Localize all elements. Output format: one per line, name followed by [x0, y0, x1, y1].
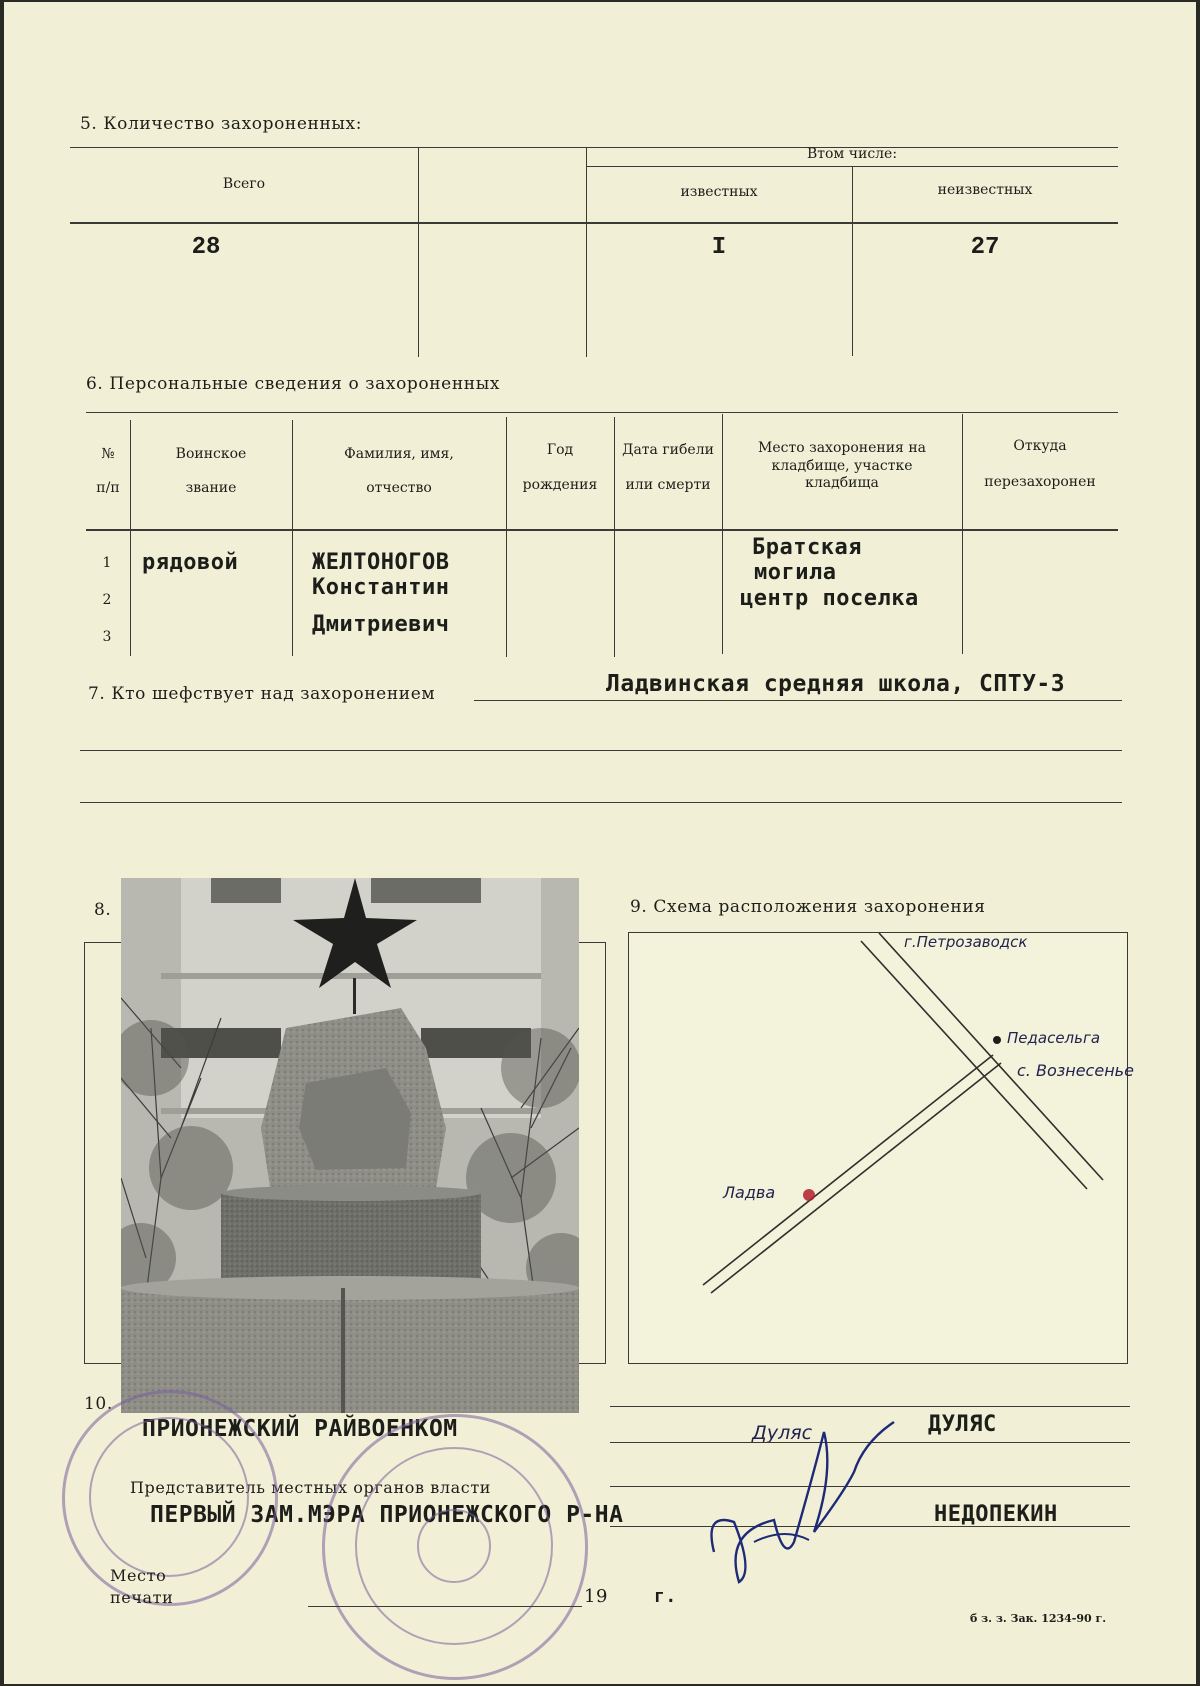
section7-rule [80, 802, 1122, 803]
col-place2: кладбище, участке [771, 458, 913, 474]
section10-number: 10. [84, 1394, 113, 1414]
printer-imprint: б з. з. Зак. 1234-90 г. [970, 1612, 1107, 1625]
memorial-photo-image [121, 878, 579, 1413]
table6-header-rule [86, 529, 1118, 531]
stamp-place-label2: печати [110, 1588, 174, 1607]
signature-duljas: Дуляс [752, 1422, 813, 1444]
section8-number: 8. [94, 900, 112, 920]
representative-org: ПЕРВЫЙ ЗАМ.МЭРА ПРИОНЕЖСКОГО Р-НА [150, 1502, 624, 1528]
scheme-label-pedaselga: Педасельга [1007, 1029, 1101, 1047]
section7-rule [80, 750, 1122, 751]
section7-title: 7. Кто шефствует над захоронением [88, 684, 436, 704]
row-number: 1 [102, 555, 112, 571]
representative-label: Представитель местных органов власти [130, 1478, 492, 1497]
signature-scribble [694, 1412, 914, 1592]
table6-top-rule [86, 412, 1118, 413]
col-num2: п/п [96, 480, 120, 496]
scheme-label-petrozavodsk: г.Петрозаводск [904, 933, 1028, 951]
commissariat-name: ПРИОНЕЖСКИЙ РАЙВОЕНКОМ [142, 1416, 458, 1442]
location-scheme [628, 932, 1134, 1364]
table5-col-divider [418, 147, 419, 357]
signature-rule [610, 1406, 1130, 1407]
stamp-place-label1: Место [110, 1566, 167, 1585]
memorial-photo [121, 878, 579, 1413]
table5-header-rule [70, 222, 1118, 224]
year-prefix: 19 [584, 1586, 609, 1607]
row-number: 2 [102, 592, 112, 608]
col-from: Откуда [1013, 438, 1067, 454]
col-num: № [101, 446, 115, 462]
col-rank: Воинское [175, 446, 247, 462]
year-suffix: г. [654, 1586, 677, 1607]
first-name-value: Константин [312, 575, 450, 600]
scheme-label-ladva: Ладва [723, 1183, 776, 1202]
round-stamp-inner [89, 1417, 249, 1577]
header-unknown: неизвестных [937, 182, 1033, 198]
place-value-line3: центр поселка [740, 586, 919, 611]
col-place3: кладбища [805, 475, 879, 491]
header-known: известных [680, 184, 758, 200]
known-value: I [711, 234, 727, 261]
document-sheet [4, 2, 1196, 1684]
unknown-value: 27 [970, 234, 1000, 261]
col-rank2: звание [185, 480, 237, 496]
col-death2: или смерти [625, 477, 711, 493]
scheme-label-voznesenye: с. Вознесенье [1017, 1061, 1134, 1080]
header-total: Всего [222, 176, 266, 192]
round-stamp-right [322, 1414, 588, 1680]
rank-value: рядовой [142, 550, 239, 575]
section6-title: 6. Персональные сведения о захороненных [86, 374, 501, 394]
place-value-line1: Братская [752, 535, 862, 560]
col-name: Фамилия, имя, [344, 446, 454, 462]
row-number: 3 [102, 629, 112, 645]
col-from2: перезахоронен [984, 474, 1096, 490]
total-value: 28 [191, 234, 221, 261]
date-rule [308, 1606, 582, 1607]
col-birth2: рождения [522, 477, 598, 493]
col-birth: Год [546, 442, 574, 458]
col-name2: отчество [366, 480, 432, 496]
section5-title: 5. Количество захороненных: [80, 114, 363, 134]
section9-title: 9. Схема расположения захоронения [630, 897, 986, 917]
scheme-map [629, 933, 1127, 1363]
round-stamp-left [62, 1390, 278, 1606]
header-including: Втом числе: [806, 146, 898, 162]
col-death: Дата гибели [622, 442, 714, 458]
patron-value: Ладвинская средняя школа, СПТУ-3 [606, 671, 1066, 697]
col-place: Место захоронения на [757, 440, 927, 456]
section7-rule [474, 700, 1122, 701]
name-nedopekin: НЕДОПЕКИН [934, 1502, 1058, 1527]
stamp-emblem [417, 1509, 491, 1583]
name-duljas: ДУЛЯС [928, 1412, 997, 1437]
patronymic-value: Дмитриевич [312, 612, 450, 637]
surname-value: ЖЕЛТОНОГОВ [312, 550, 450, 575]
place-value-line2: могила [754, 560, 837, 585]
